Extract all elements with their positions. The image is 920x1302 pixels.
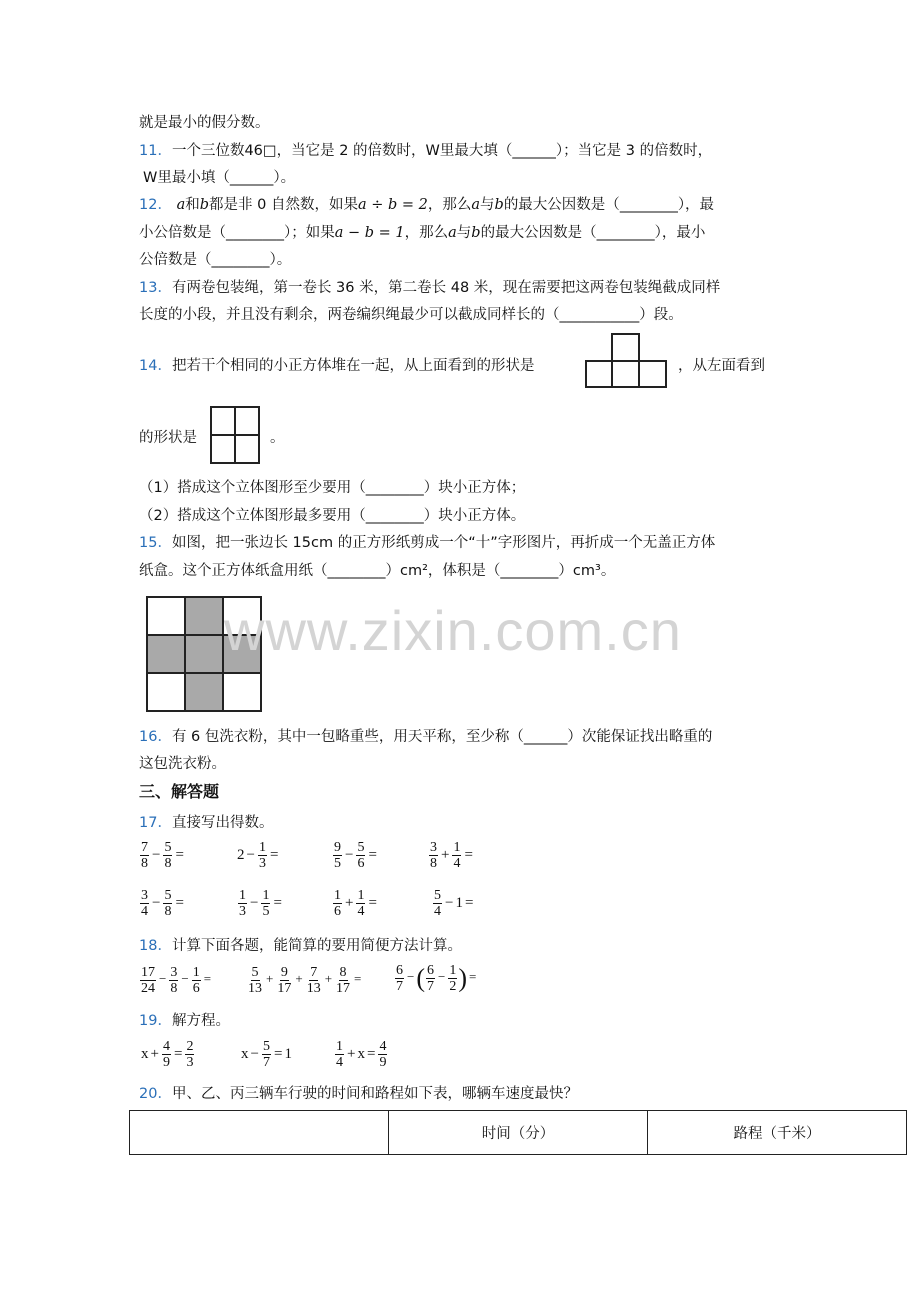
fraction [448, 963, 457, 994]
fraction [452, 840, 461, 871]
q17-expr-7 [332, 888, 379, 919]
numerator: 1 [357, 888, 365, 903]
fraction [356, 888, 365, 919]
q12-text: 的最大公因数是（ [480, 225, 597, 241]
q12-blank-2[interactable]: ________ [226, 225, 284, 241]
denominator: 3 [186, 1055, 194, 1070]
denominator: 8 [164, 904, 172, 919]
math-symbol: = [464, 846, 473, 863]
numerator: 5 [164, 840, 172, 855]
denominator: 7 [396, 979, 403, 994]
numerator: 6 [396, 963, 403, 978]
math-symbol: + [150, 1045, 159, 1062]
q11-line2 [143, 168, 295, 188]
q19-eq-2 [241, 1039, 292, 1070]
numerator: 9 [334, 840, 341, 855]
numerator: 5 [251, 965, 259, 980]
fraction [262, 1039, 271, 1070]
q14-sub2 [139, 506, 525, 526]
q17-number: 17． [139, 815, 172, 831]
math-symbol: x [141, 1045, 149, 1062]
math-symbol: 1 [455, 894, 463, 911]
table-header-cell: 路程（千米） [648, 1111, 907, 1155]
q12-text: 公倍数是（ [139, 252, 212, 268]
math-symbol: + [345, 894, 354, 911]
expr-div: a ÷ b = 2 [357, 197, 428, 213]
denominator: 24 [141, 981, 155, 996]
q18-expr-2 [246, 965, 363, 996]
q19-line [139, 1011, 230, 1031]
q17-expr-1 [139, 840, 186, 871]
denominator: 6 [192, 981, 200, 996]
math-symbol: − [407, 969, 415, 985]
math-symbol: − [250, 894, 259, 911]
numerator: 3 [141, 888, 148, 903]
q12-blank-4[interactable]: ________ [211, 252, 270, 268]
math-symbol: = [273, 894, 282, 911]
q16-text: 有 6 包洗衣粉，其中一包略重些，用天平称，至少称（ [171, 729, 524, 745]
denominator: 4 [357, 904, 365, 919]
denominator: 5 [334, 856, 341, 871]
numerator: 2 [186, 1039, 194, 1054]
numerator: 1 [336, 1039, 343, 1054]
q13-text: ）段。 [639, 307, 683, 323]
math-symbol: − [181, 971, 189, 987]
q13-text: 长度的小段，并且没有剩余，两卷编织绳最少可以截成同样长的（ [139, 307, 560, 323]
q14-text: 把若干个相同的小正方体堆在一起，从上面看到的形状是 [171, 358, 535, 374]
q12-text: 和 [185, 197, 200, 213]
q15-text: ）cm³。 [558, 563, 616, 579]
math-symbol: = [366, 1045, 376, 1062]
numerator: 1 [449, 963, 457, 978]
denominator: 5 [262, 904, 270, 919]
denominator: 17 [277, 981, 292, 996]
q14-sub1 [139, 478, 525, 498]
fraction [335, 965, 351, 996]
var-a: a [448, 225, 457, 241]
numerator: 1 [258, 840, 266, 855]
var-a: a [471, 197, 481, 213]
numerator: 4 [162, 1039, 170, 1054]
q18-number: 18． [139, 938, 172, 954]
numerator: 1 [453, 840, 461, 855]
math-symbol: = [469, 969, 477, 985]
numerator: 4 [379, 1039, 387, 1054]
q17-expr-8 [432, 888, 475, 919]
fraction [185, 1039, 194, 1070]
math-symbol: = [354, 971, 362, 987]
math-symbol: − [345, 846, 354, 863]
denominator: 4 [141, 904, 148, 919]
watermark: www.zixin.com.cn [224, 599, 682, 662]
q13-text: 有两卷包装绳，第一卷长 36 米，第二卷长 48 米，现在需要把这两卷包装绳截成同样 [171, 280, 721, 296]
denominator: 6 [357, 856, 365, 871]
numerator: 5 [262, 1039, 270, 1054]
q12-blank-3[interactable]: ________ [596, 225, 655, 241]
q18-text: 计算下面各题，能简算的要用简便方法计算。 [171, 938, 462, 954]
numerator: 1 [239, 888, 246, 903]
q16-line2: 这包洗衣粉。 [139, 756, 226, 772]
math-symbol: + [295, 971, 303, 987]
q12-blank-1[interactable]: ________ [619, 197, 678, 213]
math-symbol: = [175, 894, 184, 911]
math-symbol: x [241, 1045, 249, 1062]
var-b: b [471, 225, 481, 241]
q15-line1 [139, 533, 715, 553]
math-symbol: − [438, 969, 446, 985]
speed-table [129, 1110, 907, 1155]
math-symbol: = [269, 846, 279, 863]
q12-text: ，那么 [427, 197, 472, 213]
denominator: 9 [162, 1055, 170, 1070]
math-symbol: = [368, 894, 377, 911]
prev-text: 就是最小的假分数。 [139, 115, 270, 131]
fraction [163, 888, 172, 919]
q14-line2: 的形状是 [139, 430, 197, 446]
fraction [261, 888, 270, 919]
q14-number: 14． [139, 358, 172, 374]
q15-line2 [139, 561, 615, 581]
q11-text-b: ）；当它是 3 的倍数时， [555, 143, 713, 159]
denominator: 8 [164, 856, 172, 871]
fraction [140, 840, 149, 871]
q14-blank-1[interactable]: ________ [365, 480, 424, 496]
math-symbol: − [250, 1045, 259, 1062]
q18-expr-1 [139, 965, 213, 996]
q14-sub1-text: ）块小正方体； [423, 480, 526, 496]
numerator: 9 [280, 965, 288, 980]
q11-text-d: ）。 [273, 170, 296, 186]
denominator: 7 [262, 1055, 270, 1070]
fraction [426, 963, 435, 994]
numerator: 7 [310, 965, 318, 980]
math-symbol: = [173, 1045, 183, 1062]
math-symbol: + [266, 971, 274, 987]
fraction [333, 888, 342, 919]
denominator: 4 [453, 856, 461, 871]
q19-eq-3 [334, 1039, 388, 1070]
q12-line1 [139, 195, 714, 215]
math-symbol: x [357, 1045, 365, 1062]
q19-text: 解方程。 [171, 1013, 230, 1029]
fraction [395, 963, 404, 994]
denominator: 8 [141, 856, 148, 871]
fraction [247, 965, 263, 996]
fraction [333, 840, 342, 871]
q11-number: 11． [139, 143, 172, 159]
q16-line1 [139, 727, 712, 747]
math-symbol: − [159, 971, 167, 987]
q17-expr-6 [237, 888, 284, 919]
q17-expr-4 [428, 840, 475, 871]
top-view-figure [584, 332, 670, 389]
q12-text: ）；如果 [284, 225, 335, 241]
q11-line1 [139, 141, 712, 161]
q14-sub2-text: ）块小正方体。 [423, 508, 526, 524]
q20-number: 20． [139, 1086, 172, 1102]
numerator: 1 [192, 965, 200, 980]
numerator: 5 [357, 840, 365, 855]
fraction [433, 888, 442, 919]
numerator: 5 [434, 888, 441, 903]
math-symbol: + [324, 971, 333, 987]
fraction [163, 840, 172, 871]
q12-line2 [139, 223, 705, 243]
q17-line [139, 813, 273, 833]
fraction [335, 1039, 344, 1070]
q12-line3 [139, 250, 291, 270]
q12-text: ，那么 [404, 225, 449, 241]
q17-expr-3 [332, 840, 379, 871]
denominator: 3 [258, 856, 266, 871]
denominator: 4 [434, 904, 441, 919]
fraction [192, 965, 201, 996]
numerator: 3 [430, 840, 437, 855]
q17-expr-2 [237, 840, 280, 871]
q14-sub1-text: （1）搭成这个立体图形至少要用（ [139, 480, 366, 496]
q11-blank-2[interactable]: ______ [229, 170, 274, 186]
q12-text: ），最小 [654, 225, 706, 241]
q12-text: 都是非 0 自然数，如果 [209, 197, 358, 213]
math-symbol: = [273, 1045, 283, 1062]
var-b: b [494, 197, 504, 213]
math-symbol: − [445, 894, 454, 911]
q19-number: 19． [139, 1013, 172, 1029]
math-symbol: = [368, 846, 377, 863]
numerator: 7 [141, 840, 148, 855]
expr-sub: a − b = 1 [334, 225, 405, 241]
math-symbol: − [152, 846, 161, 863]
q18-expr-3 [394, 963, 478, 994]
fraction [378, 1039, 387, 1070]
q17-expr-5 [139, 888, 186, 919]
q15-text: 如图，把一张边长 15cm 的正方形纸剪成一个“十”字形图片，再折成一个无盖正方体 [171, 535, 716, 551]
q20-text: 甲、乙、丙三辆车行驶的时间和路程如下表，哪辆车速度最快？ [171, 1086, 578, 1102]
q14-blank-2[interactable]: ________ [365, 508, 424, 524]
fraction [306, 965, 322, 996]
denominator: 3 [239, 904, 246, 919]
fraction [258, 840, 267, 871]
q14-line2-end: 。 [270, 430, 285, 446]
fraction [140, 965, 156, 996]
denominator: 6 [334, 904, 341, 919]
q13-line1 [139, 278, 720, 298]
math-symbol: 1 [284, 1045, 292, 1062]
q11-blank-1[interactable]: ______ [512, 143, 556, 159]
fraction [238, 888, 247, 919]
fraction [276, 965, 292, 996]
denominator: 4 [336, 1055, 343, 1070]
parenthesis: ( [416, 963, 426, 993]
q13-blank[interactable]: ___________ [559, 307, 640, 323]
q16-number: 16． [139, 729, 172, 745]
numerator: 3 [170, 965, 178, 980]
q17-text: 直接写出得数。 [171, 815, 274, 831]
q11-text-c: W里最小填（ [143, 170, 230, 186]
math-symbol: + [441, 846, 450, 863]
math-symbol: 2 [237, 846, 245, 863]
math-symbol: − [246, 846, 255, 863]
q15-blank-2[interactable]: ________ [500, 563, 559, 579]
denominator: 8 [170, 981, 178, 996]
q14-line1 [139, 356, 534, 376]
table-header-cell [130, 1111, 389, 1155]
var-a: a [176, 197, 186, 213]
q13-number: 13． [139, 280, 172, 296]
q16-blank[interactable]: ______ [523, 729, 568, 745]
q15-blank-1[interactable]: ________ [327, 563, 386, 579]
parenthesis: ) [458, 963, 468, 993]
math-symbol: − [152, 894, 161, 911]
fraction [356, 840, 365, 871]
q20-line [139, 1084, 578, 1104]
denominator: 9 [379, 1055, 387, 1070]
q14-line1-end: ，从左面看到 [678, 358, 765, 374]
q12-text: ）。 [269, 252, 292, 268]
numerator: 8 [339, 965, 347, 980]
math-symbol: = [175, 846, 184, 863]
table-header-row [130, 1111, 907, 1155]
q12-text: ），最 [677, 197, 715, 213]
q15-number: 15． [139, 535, 172, 551]
math-symbol: = [203, 971, 212, 987]
numerator: 6 [427, 963, 435, 978]
numerator: 1 [334, 888, 341, 903]
fraction [162, 1039, 171, 1070]
q18-line [139, 936, 462, 956]
q16-text: ）次能保证找出略重的 [567, 729, 713, 745]
q11-text-a: 一个三位数46□，当它是 2 的倍数时，W里最大填（ [171, 143, 513, 159]
q12-text: 的最大公因数是（ [503, 197, 620, 213]
q13-line2 [139, 305, 683, 325]
numerator: 17 [141, 965, 155, 980]
math-symbol: + [347, 1045, 356, 1062]
var-b: b [199, 197, 210, 213]
q12-number: 12． [139, 197, 172, 213]
q12-text: 与 [480, 197, 495, 213]
denominator: 7 [427, 979, 435, 994]
denominator: 13 [306, 981, 321, 996]
denominator: 8 [430, 856, 437, 871]
fraction [429, 840, 438, 871]
q12-text: 小公倍数是（ [139, 225, 226, 241]
q19-eq-1 [141, 1039, 195, 1070]
fraction [169, 965, 178, 996]
fraction [140, 888, 149, 919]
table-header-cell: 时间（分） [389, 1111, 648, 1155]
q12-text: 与 [456, 225, 472, 241]
denominator: 13 [248, 981, 262, 996]
q15-text: 纸盒。这个正方体纸盒用纸（ [139, 563, 328, 579]
q14-sub2-text: （2）搭成这个立体图形最多要用（ [139, 508, 366, 524]
numerator: 1 [262, 888, 270, 903]
section-heading: 三、解答题 [139, 782, 220, 801]
denominator: 17 [336, 981, 351, 996]
q15-text: ）cm²，体积是（ [385, 563, 501, 579]
left-view-figure [208, 405, 262, 465]
denominator: 2 [449, 979, 457, 994]
math-symbol: = [464, 894, 474, 911]
numerator: 5 [164, 888, 172, 903]
